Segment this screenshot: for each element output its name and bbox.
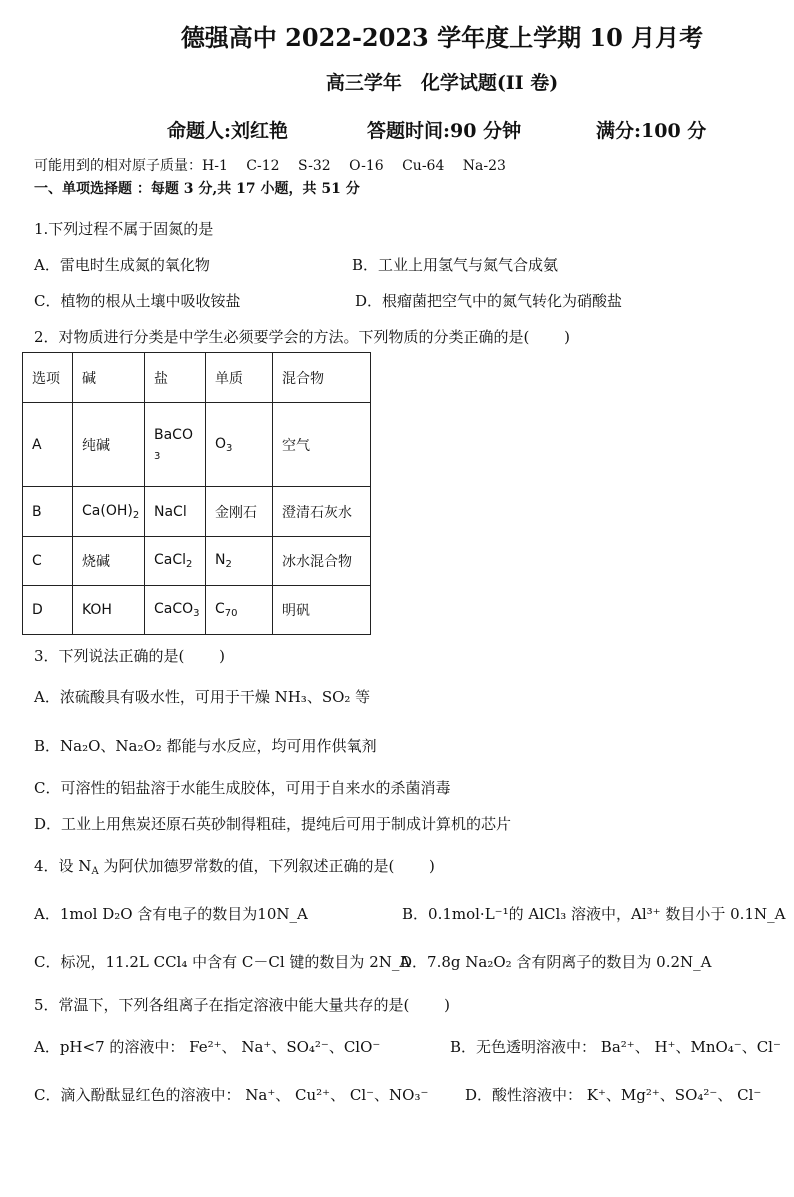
classification-table [22, 352, 371, 635]
question-1-option-b: B．工业上用氢气与氮气合成氨 [352, 256, 559, 274]
question-3-option-d: D．工业上用焦炭还原石英砂制得粗硅，提纯后可用于制成计算机的芯片 [34, 815, 512, 833]
question-4-option-c: C．标况，11.2L CCl₄ 中含有 C－Cl 键的数目为 2N_A [34, 953, 411, 971]
question-4-option-a: A．1mol D₂O 含有电子的数目为10N_A [34, 905, 308, 923]
table-header: 盐 [145, 353, 206, 403]
formula-subscript: 3 [226, 442, 233, 454]
stem-subscript: A [91, 866, 99, 877]
formula-subscript: 3 [193, 608, 200, 619]
time-label: 答题时间:90 分钟 [367, 120, 522, 142]
table-row [23, 586, 371, 635]
table-header-row [23, 353, 371, 403]
question-5-option-a: A．pH<7 的溶液中： Fe²⁺、 Na⁺、SO₄²⁻、ClO⁻ [34, 1038, 381, 1056]
author-label: 命题人:刘红艳 [167, 120, 289, 142]
table-cell: A [23, 403, 73, 487]
table-header: 选项 [23, 353, 73, 403]
formula-main: BaCO [154, 427, 193, 443]
stem-text: 4．设 N [34, 857, 92, 875]
question-3-option-c: C．可溶性的铝盐溶于水能生成胶体，可用于自来水的杀菌消毒 [34, 779, 451, 797]
formula-main: N [215, 552, 226, 568]
formula-subscript: 3 [154, 451, 161, 462]
table-cell: 冰水混合物 [273, 537, 371, 586]
table-row [23, 487, 371, 537]
table-cell: 空气 [273, 403, 371, 487]
question-4-stem [34, 855, 435, 877]
formula-main: CaCl [154, 552, 187, 568]
formula-main: O [215, 435, 227, 452]
question-1-stem: 1.下列过程不属于固氮的是 [34, 220, 214, 238]
table-cell [206, 403, 273, 487]
formula-main: Ca(OH) [82, 502, 133, 519]
table-cell [206, 537, 273, 586]
stem-text-rest: 为阿伏加德罗常数的值，下列叙述正确的是( ) [98, 857, 435, 875]
table-cell [73, 487, 145, 537]
question-4-option-b: B．0.1mol·L⁻¹的 AlCl₃ 溶液中，Al³⁺ 数目小于 0.1N_A [402, 905, 786, 923]
question-2-stem: 2．对物质进行分类是中学生必须要学会的方法。下列物质的分类正确的是( ) [34, 328, 571, 346]
formula-subscript: 2 [225, 559, 232, 570]
table-cell: B [23, 487, 73, 537]
question-5-option-c: C．滴入酚酞显红色的溶液中： Na⁺、 Cu²⁺、 Cl⁻、NO₃⁻ [34, 1086, 429, 1104]
page-title: 德强高中 2022-2023 学年度上学期 10 月月考 [180, 23, 704, 52]
table-cell: C [23, 537, 73, 586]
formula-subscript: 2 [186, 559, 193, 570]
question-1-option-a: A．雷电时生成氮的氧化物 [34, 256, 210, 274]
table-cell: 纯碱 [73, 403, 145, 487]
table-cell: KOH [73, 586, 145, 635]
table-cell: 明矾 [273, 586, 371, 635]
formula-subscript: 2 [132, 509, 140, 521]
score-label: 满分:100 分 [596, 120, 707, 142]
question-3-stem: 3．下列说法正确的是( ) [34, 647, 226, 665]
table-header: 单质 [206, 353, 273, 403]
table-cell: 澄清石灰水 [273, 487, 371, 537]
table-row [23, 537, 371, 586]
atomic-masses: 可能用到的相对原子质量：H-1 C-12 S-32 O-16 Cu-64 Na-23 [34, 158, 506, 174]
table-cell: D [23, 586, 73, 635]
exam-subtitle: 高三学年 化学试题(II 卷) [325, 72, 559, 94]
question-4-option-d: D．7.8g Na₂O₂ 含有阴离子的数目为 0.2N_A [400, 953, 712, 971]
table-cell: NaCl [145, 487, 206, 537]
table-cell [145, 537, 206, 586]
table-cell [145, 586, 206, 635]
table-header: 碱 [73, 353, 145, 403]
table-row [23, 403, 371, 487]
question-1-option-d: D．根瘤菌把空气中的氮气转化为硝酸盐 [355, 292, 623, 310]
formula-subscript: 70 [224, 608, 238, 619]
question-5-option-d: D．酸性溶液中： K⁺、Mg²⁺、SO₄²⁻、 Cl⁻ [465, 1086, 762, 1104]
question-3-option-a: A．浓硫酸具有吸水性，可用于干燥 NH₃、SO₂ 等 [34, 688, 371, 706]
table-cell: 烧碱 [73, 537, 145, 586]
question-1-option-c: C．植物的根从土壤中吸收铵盐 [34, 292, 241, 310]
table-cell [206, 586, 273, 635]
question-5-stem: 5．常温下，下列各组离子在指定溶液中能大量共存的是( ) [34, 996, 451, 1014]
table-header: 混合物 [273, 353, 371, 403]
question-3-option-b: B．Na₂O、Na₂O₂ 都能与水反应，均可用作供氧剂 [34, 737, 377, 755]
table-cell [145, 403, 206, 487]
formula-main: C [215, 601, 225, 617]
table-cell: 金刚石 [206, 487, 273, 537]
section-heading: 一、单项选择题 ：每题 3 分,共 17 小题，共 51 分 [34, 181, 360, 197]
formula-main: CaCO [154, 601, 194, 617]
question-5-option-b: B．无色透明溶液中： Ba²⁺、 H⁺、MnO₄⁻、Cl⁻ [450, 1038, 781, 1056]
